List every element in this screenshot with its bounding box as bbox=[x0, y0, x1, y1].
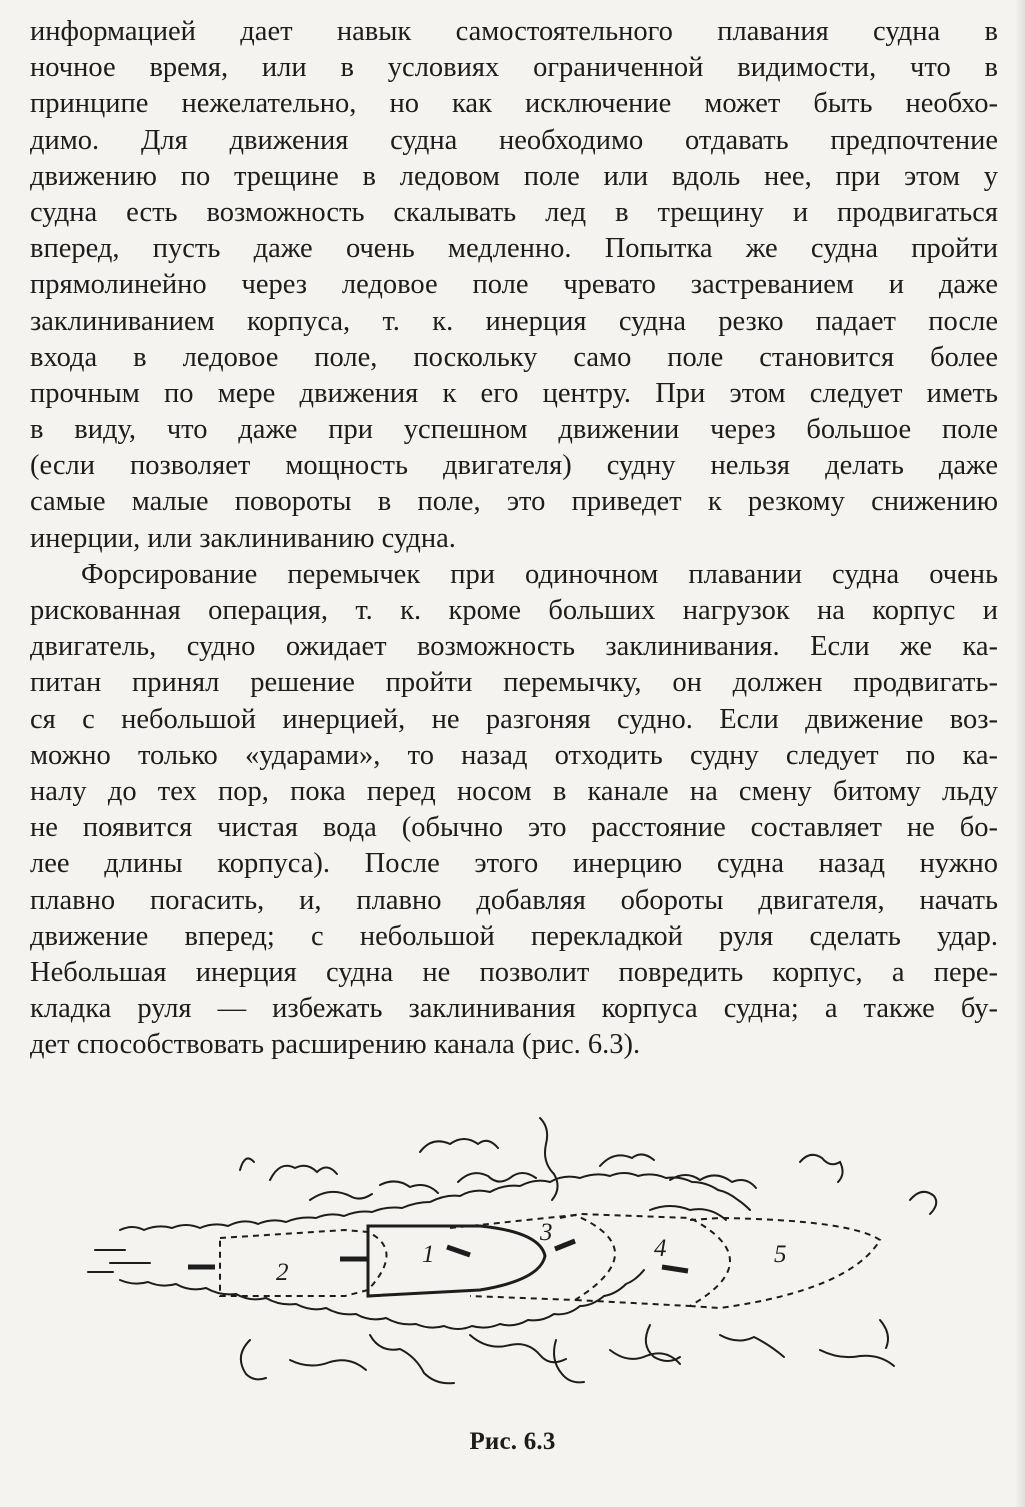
text-line: (если позволяет мощность двигателя) судну нельзя делать даже bbox=[30, 450, 998, 482]
ice-floe bbox=[720, 1335, 784, 1357]
ice-floes bbox=[88, 1118, 936, 1383]
text-line: рискованная операция, т. к. кроме больших нагрузок на корпус и bbox=[30, 595, 998, 626]
ship-position-3-outline bbox=[450, 1215, 615, 1300]
text-line: дет способствовать расширению канала (рис. 6.3). bbox=[30, 1029, 641, 1061]
text-line: прочным по мере движения к его центру. При этом следует иметь bbox=[30, 377, 998, 409]
ship-position-1-outline bbox=[368, 1226, 545, 1296]
channel-edge-upper bbox=[120, 1173, 750, 1230]
ice-floe bbox=[310, 1192, 372, 1200]
paragraph-2 bbox=[30, 557, 998, 1064]
text-line: налу до тех пор, пока перед носом в канале на смену битому льду bbox=[30, 775, 998, 807]
rudder-mark bbox=[555, 1241, 575, 1249]
text-line: лее длины корпуса). После этого инерцию судна назад нужно bbox=[30, 848, 998, 880]
ice-floe bbox=[470, 1335, 566, 1362]
text-line: движению по трещине в ледовом поле или вдоль нее, при этом у bbox=[30, 160, 998, 192]
position-label-5: 5 bbox=[774, 1241, 787, 1268]
body-text bbox=[30, 14, 998, 1063]
text-line: двигатель, судно ожидает возможность заклинивания. Если же ка- bbox=[30, 631, 998, 663]
rudder-marks bbox=[188, 1241, 688, 1271]
ice-floe bbox=[270, 1166, 337, 1180]
position-labels bbox=[276, 1219, 787, 1286]
ice-floe bbox=[540, 1118, 558, 1200]
ice-floe bbox=[370, 1335, 454, 1383]
text-line: принципе нежелательно, но как исключение может быть необхо- bbox=[30, 88, 998, 120]
ice-floe bbox=[910, 1192, 936, 1214]
text-line: в виду, что даже при успешном движении через большое поле bbox=[30, 414, 998, 446]
page-edge-shadow bbox=[1015, 0, 1025, 1507]
text-line: ночное время, или в условиях ограниченной видимости, что в bbox=[30, 52, 998, 84]
text-line: Небольшая инерция судна не позволит повредить корпус, а пере- bbox=[30, 956, 998, 988]
position-label-2: 2 bbox=[276, 1259, 289, 1286]
position-label-4: 4 bbox=[654, 1235, 667, 1262]
text-line: судна есть возможность скалывать лед в трещину и продвигаться bbox=[30, 196, 998, 228]
position-label-1: 1 bbox=[422, 1241, 435, 1268]
ice-floe bbox=[458, 1173, 536, 1182]
rudder-mark bbox=[447, 1247, 470, 1255]
text-line: инерции, или заклиниванию судна. bbox=[30, 522, 456, 554]
text-line: прямолинейно через ледовое поле чревато застреванием и даже bbox=[30, 269, 998, 301]
text-line: движение вперед; с небольшой перекладкой руля сделать удар. bbox=[30, 920, 998, 952]
text-line: вперед, пусть даже очень медленно. Попытка же судна пройти bbox=[30, 233, 998, 265]
ice-floe bbox=[240, 1158, 254, 1170]
text-line: плавно погасить, и, плавно добавляя обороты двигателя, начать bbox=[30, 884, 998, 916]
ice-floe bbox=[880, 1320, 888, 1348]
ice-floe bbox=[646, 1325, 680, 1361]
text-line: можно только «ударами», то назад отходить судну следует по ка- bbox=[30, 739, 998, 771]
ice-channel-illustration bbox=[0, 1110, 1025, 1430]
rudder-mark bbox=[662, 1267, 688, 1271]
ship-position-1 bbox=[368, 1226, 545, 1296]
ice-floe bbox=[380, 1181, 438, 1193]
position-label-3: 3 bbox=[540, 1219, 553, 1246]
text-line: заклиниванием корпуса, т. к. инерция судна резко падает после bbox=[30, 305, 998, 337]
ship-position-2-outline bbox=[220, 1230, 387, 1296]
text-line: димо. Для движения судна необходимо отдавать предпочтение bbox=[30, 124, 998, 156]
ice-floe bbox=[800, 1155, 843, 1182]
ice-floe bbox=[420, 1139, 498, 1152]
text-line: не появится чистая вода (обычно это расстояние составляет не бо- bbox=[30, 812, 998, 844]
ice-floe bbox=[290, 1360, 366, 1370]
ice-floe bbox=[241, 1340, 266, 1379]
text-line: питан принял решение пройти перемычку, он должен продвигать- bbox=[30, 667, 998, 699]
text-line: информацией дает навык самостоятельного плавания судна в bbox=[30, 16, 998, 47]
text-line: входа в ледовое поле, поскольку само поле становится более bbox=[30, 341, 998, 373]
figure-caption: Рис. 6.3 bbox=[469, 1428, 556, 1455]
ice-floe bbox=[820, 1350, 894, 1366]
text-line: ся с небольшой инерцией, не разгоняя судно. Если движение воз- bbox=[30, 703, 998, 735]
paragraph-1 bbox=[30, 14, 998, 557]
text-line: кладка руля — избежать заклинивания корпуса судна; а также бу- bbox=[30, 993, 998, 1025]
figure-ice-channel-diagram bbox=[0, 1110, 1025, 1430]
text-line: самые малые повороты в поле, это приведет к резкому снижению bbox=[30, 486, 998, 518]
text-line: Форсирование перемычек при одиночном плавании судна очень bbox=[81, 558, 998, 590]
ice-floe bbox=[600, 1154, 654, 1166]
